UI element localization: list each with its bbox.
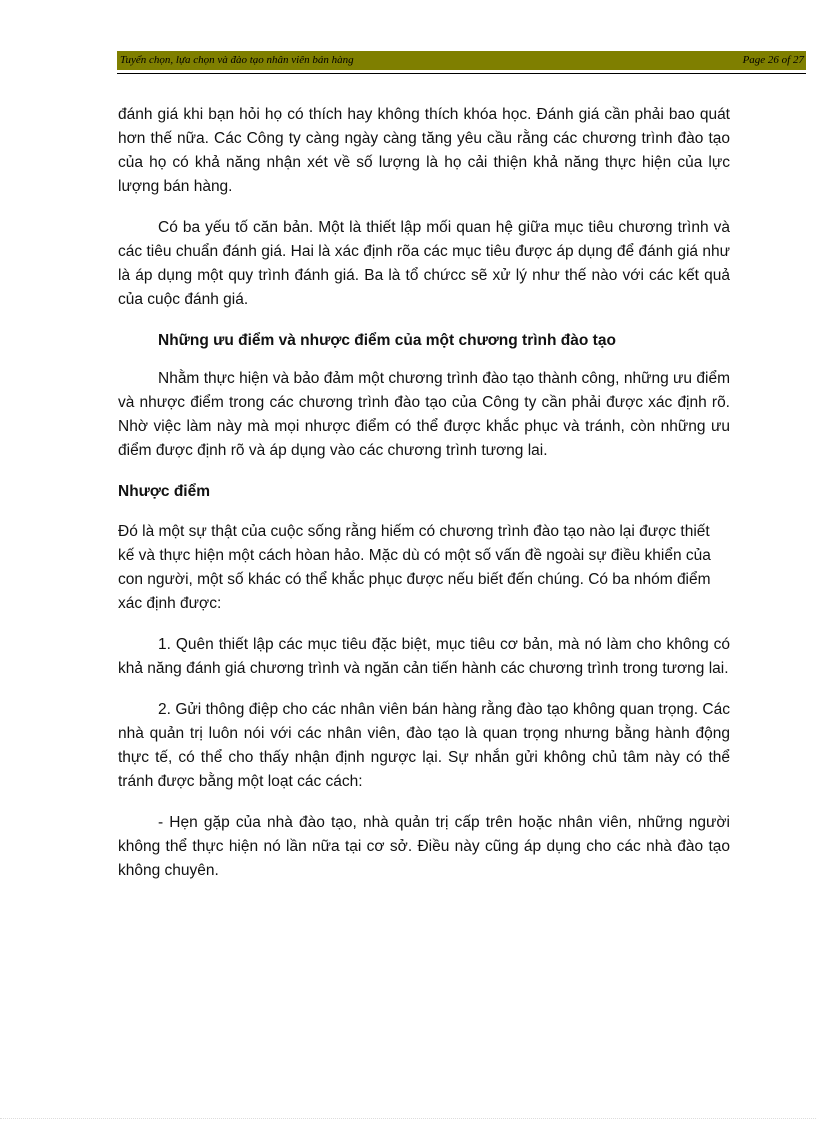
paragraph-disadvantages-intro: Đó là một sự thật của cuộc sống rằng hiếm có chương trình đào tạo nào lại được thiết kế và thực hiện một cách hòan hảo. Mặc dù có một số vấn đề ngoài sự điều khiển của con người, một số khác có thể khắc phục được nếu biết đến chúng. Có ba nhóm điểm xác định được: [118,523,711,612]
page-bottom-edge [0,1118,816,1119]
page-number: Page 26 of 27 [742,54,804,66]
list-subitem-dash: - Hẹn gặp của nhà đào tạo, nhà quản trị cấp trên hoặc nhân viên, những người không thể thực hiện nó lần nữa tại cơ sở. Điều này cũng áp dụng cho các nhà đào tạo không chuyên. [118,814,730,879]
page-body [118,103,730,883]
section-heading-pros-cons: Những ưu điểm và nhược điểm của một chương trình đào tạo [158,332,616,349]
list-item-1: 1. Quên thiết lập các mục tiêu đặc biệt, mục tiêu cơ bản, mà nó làm cho không có khả năng đánh giá chương trình và ngăn cản tiến hành các chương trình trong tương lai. [118,636,730,677]
list-item-2: 2. Gửi thông điệp cho các nhân viên bán hàng rằng đào tạo không quan trọng. Các nhà quản trị luôn nói với các nhân viên, đào tạo là quan trọng nhưng bằng hành động thực tế, có thể cho thấy nhận định ngược lại. Sự nhắn gửi không chủ tâm này có thể tránh được bằng một loạt các cách: [118,701,730,790]
paragraph-three-factors: Có ba yếu tố căn bản. Một là thiết lập mối quan hệ giữa mục tiêu chương trình và các tiêu chuẩn đánh giá. Hai là xác định rõa các mục tiêu được áp dụng để đánh giá như là áp dụng một quy trình đánh giá. Ba là tổ chứcc sẽ xử lý như thế nào với các kết quả của cuộc đánh giá. [118,219,730,308]
page-header-bar [117,51,806,70]
header-divider [117,73,806,74]
paragraph-pros-cons-intro: Nhằm thực hiện và bảo đảm một chương trình đào tạo thành công, những ưu điểm và nhược điểm trong các chương trình đào tạo của Công ty cần phải được xác định rõ. Nhờ việc làm này mà mọi nhược điểm có thể được khắc phục và tránh, còn những ưu điểm được định rõ và áp dụng vào các chương trình tương lai. [118,370,730,459]
document-title: Tuyển chọn, lựa chọn và đào tạo nhân viên bán hàng [120,54,354,66]
section-heading-disadvantages: Nhược điểm [118,483,211,500]
paragraph-evaluation: đánh giá khi bạn hỏi họ có thích hay không thích khóa học. Đánh giá cần phải bao quát hơn thế nữa. Các Công ty càng ngày càng tăng yêu cầu rằng các chương trình đào tạo của họ có khả năng nhận xét về số lượng là họ cải thiện khả năng thực hiện của lực lượng bán hàng. [118,106,730,195]
